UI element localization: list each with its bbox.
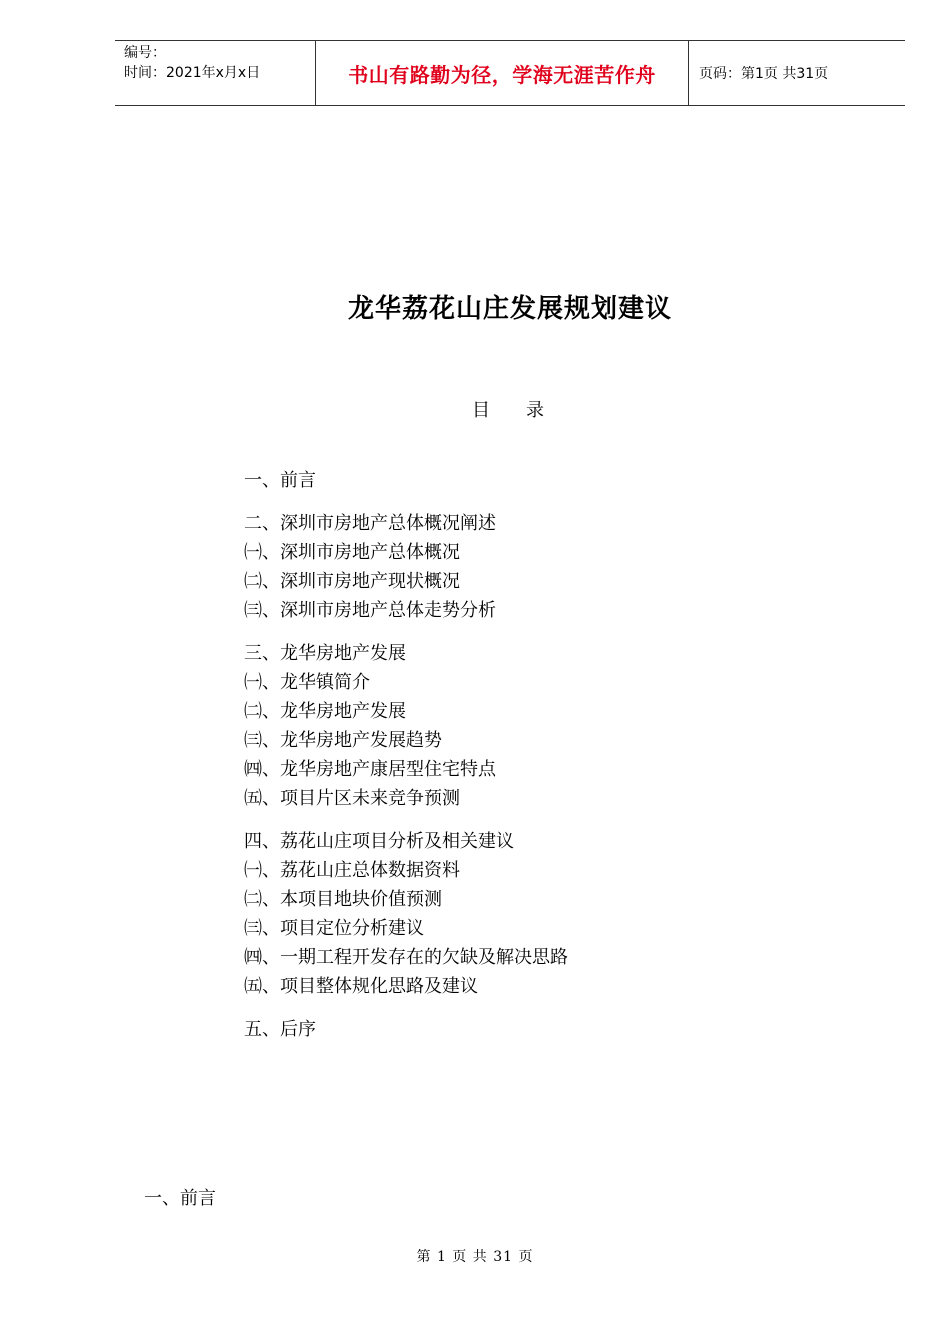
- toc-section-entry: 五、后序: [244, 1019, 316, 1040]
- toc-subsection-entry: ㈢、深圳市房地产总体走势分析: [244, 600, 496, 621]
- document-title: 龙华荔花山庄发展规划建议: [347, 294, 672, 324]
- toc-subsection-entry: ㈠、深圳市房地产总体概况: [244, 542, 460, 563]
- header-meta: [115, 41, 315, 105]
- toc-heading-left: 目: [472, 400, 490, 421]
- toc-subsection-entry: ㈠、荔花山庄总体数据资料: [244, 860, 460, 881]
- toc-section-entry: 四、荔花山庄项目分析及相关建议: [244, 831, 514, 852]
- toc-subsection-entry: ㈢、龙华房地产发展趋势: [244, 730, 442, 751]
- toc-group-gap: [244, 813, 568, 827]
- document-number-label: 编号：: [124, 45, 166, 61]
- toc-subsection-entry: ㈡、深圳市房地产现状概况: [244, 571, 460, 592]
- toc-section-entry: 一、前言: [244, 470, 316, 491]
- toc-subsection-entry: ㈢、项目定位分析建议: [244, 918, 424, 939]
- page-header: [115, 40, 905, 106]
- toc-subsection-entry: ㈡、龙华房地产发展: [244, 701, 406, 722]
- toc-section-entry: 三、龙华房地产发展: [244, 643, 406, 664]
- toc-subsection-entry: ㈣、一期工程开发存在的欠缺及解决思路: [244, 947, 568, 968]
- toc-group-gap: [244, 1001, 568, 1015]
- toc-heading: [472, 396, 544, 422]
- toc-subsection-entry: ㈤、项目整体规化思路及建议: [244, 976, 478, 997]
- document-time-label: 时间：2021年x月x日: [124, 65, 261, 81]
- toc-subsection-entry: ㈠、龙华镇简介: [244, 672, 370, 693]
- toc-group-gap: [244, 625, 568, 639]
- section-heading: 一、前言: [144, 1188, 216, 1209]
- toc-section-entry: 二、深圳市房地产总体概况阐述: [244, 513, 496, 534]
- toc-subsection-entry: ㈣、龙华房地产康居型住宅特点: [244, 759, 496, 780]
- header-page-label: 页码：第1页 共31页: [699, 66, 829, 82]
- toc-heading-right: 录: [526, 400, 544, 421]
- table-of-contents: [244, 466, 568, 1044]
- header-motto: 书山有路勤为径，学海无涯苦作舟: [315, 41, 689, 105]
- toc-subsection-entry: ㈡、本项目地块价值预测: [244, 889, 442, 910]
- page-footer: 第 1 页 共 31 页: [416, 1249, 534, 1265]
- toc-group-gap: [244, 495, 568, 509]
- toc-subsection-entry: ㈤、项目片区未来竞争预测: [244, 788, 460, 809]
